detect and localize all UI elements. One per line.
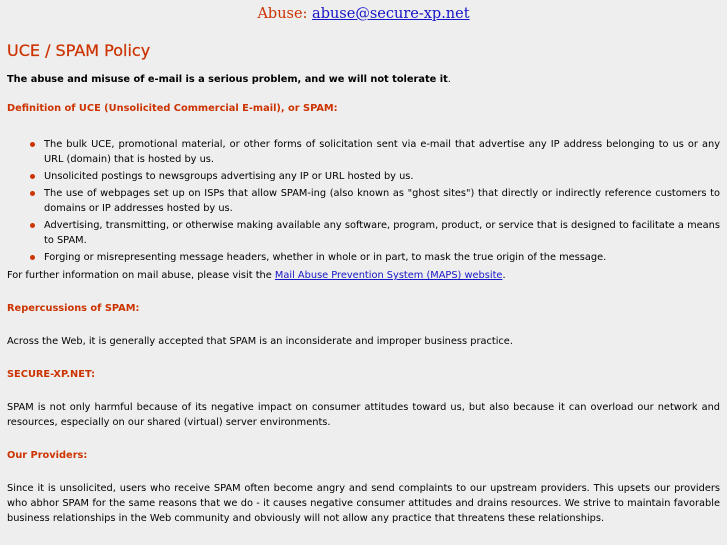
company-heading: SECURE-XP.NET:	[7, 369, 96, 380]
list-item	[7, 186, 720, 216]
further-info-prefix: For further information on mail abuse, please visit the	[7, 270, 272, 281]
further-info	[7, 268, 720, 283]
page-title: UCE / SPAM Policy	[7, 41, 151, 60]
list-item-text: The bulk UCE, promotional material, or other forms of solicitation sent via e-mail that advertise any IP address belonging to us or any URL (domain) that is hosted by us.	[44, 139, 720, 165]
company-text: SPAM is not only harmful because of its negative impact on consumer attitudes toward us, but also because it can overload our network and resources, especially on our shared (virtual) server environments.	[7, 402, 720, 428]
providers-text: Since it is unsolicited, users who receive SPAM often become angry and send complaints to our upstream providers. This upsets our providers who abhor SPAM for the same reasons that we do - it causes negative consumer attitudes and drains resources. We strive to maintain favorable business relationships in the Web community and obviously will not allow any practice that threatens these relationships.	[7, 483, 720, 524]
intro-text: The abuse and misuse of e-mail is a serious problem, and we will not tolerate it	[7, 74, 448, 85]
abuse-contact	[0, 6, 727, 23]
maps-website-link[interactable]: Mail Abuse Prevention System (MAPS) website	[274, 270, 503, 281]
bullet-icon	[30, 191, 35, 196]
definition-heading: Definition of UCE (Unsolicited Commercial E-mail), or SPAM:	[7, 103, 338, 114]
abuse-email-link[interactable]: abuse@secure-xp.net	[312, 6, 470, 22]
policy-content	[7, 41, 720, 544]
list-item	[7, 137, 720, 167]
abuse-label: Abuse:	[257, 6, 308, 22]
repercussions-heading: Repercussions of SPAM:	[7, 303, 140, 314]
bullet-icon	[30, 255, 35, 260]
list-item-text: Forging or misrepresenting message headers, whether in whole or in part, to mask the true origin of the message.	[44, 252, 607, 263]
list-item-text: Advertising, transmitting, or otherwise making available any software, program, product, or service that is designed to facilitate a means to SPAM.	[44, 220, 720, 246]
repercussions-text: Across the Web, it is generally accepted that SPAM is an inconsiderate and improper business practice.	[7, 336, 513, 347]
intro-statement	[7, 72, 720, 87]
spam-definition-list	[7, 137, 720, 265]
bullet-icon	[30, 174, 35, 179]
bullet-icon	[30, 142, 35, 147]
list-item-text: Unsolicited postings to newsgroups advertising any IP or URL hosted by us.	[44, 171, 414, 182]
further-info-suffix: .	[502, 270, 506, 281]
bullet-icon	[30, 223, 35, 228]
list-item	[7, 218, 720, 248]
list-item-text: The use of webpages set up on ISPs that allow SPAM-ing (also known as "ghost sites") that directly or indirectly reference customers to domains or IP addresses hosted by us.	[44, 188, 720, 214]
list-item	[7, 169, 720, 184]
providers-heading: Our Providers:	[7, 450, 88, 461]
intro-period: .	[447, 74, 451, 85]
list-item	[7, 250, 720, 265]
